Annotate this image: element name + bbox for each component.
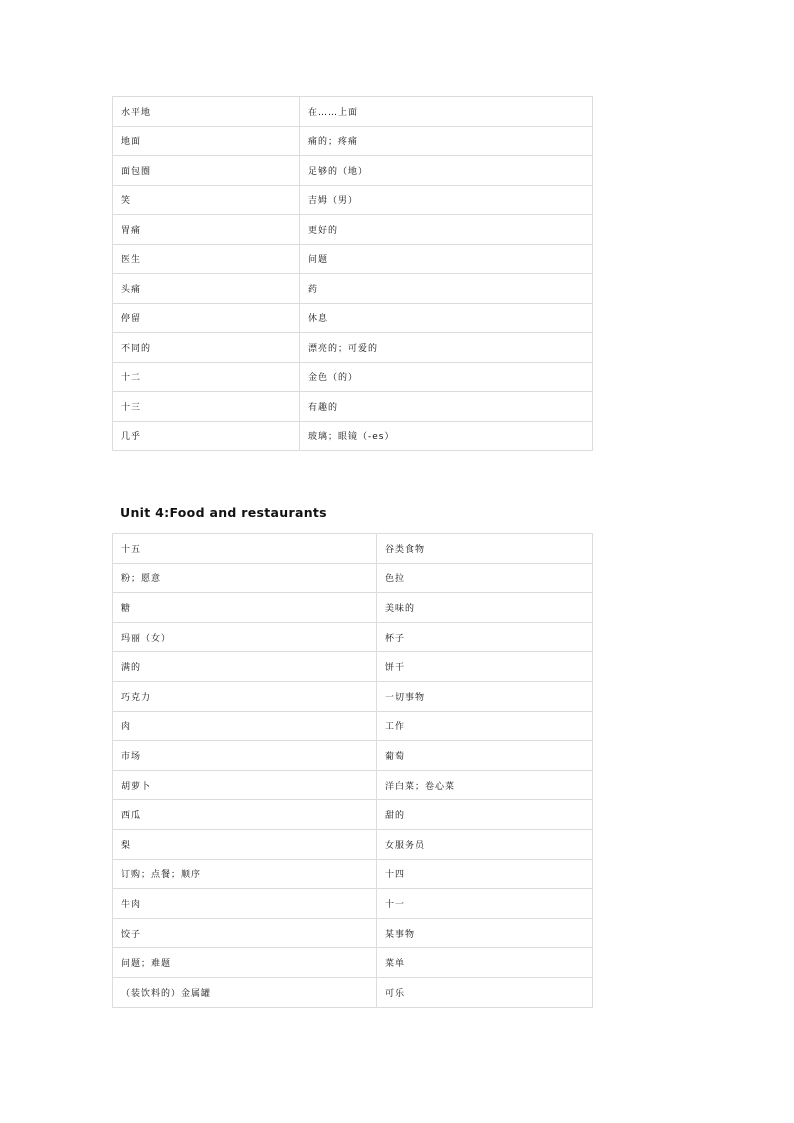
right-cell: 在……上面 [300,97,593,127]
table-row [113,593,593,623]
right-cell: 女服务员 [377,829,593,859]
right-cell: 十一 [377,889,593,919]
table-row [113,563,593,593]
table-row [113,711,593,741]
left-cell: 十二 [113,362,300,392]
table-row [113,770,593,800]
table-row [113,918,593,948]
right-cell: 谷类食物 [377,534,593,564]
left-cell: 胃痛 [113,215,300,245]
right-cell: 漂亮的；可爱的 [300,333,593,363]
table-row [113,97,593,127]
right-cell: 足够的（地） [300,156,593,186]
table-row [113,977,593,1007]
table-row [113,741,593,771]
right-cell: 可乐 [377,977,593,1007]
left-cell: （装饮料的）金属罐 [113,977,377,1007]
left-cell: 地面 [113,126,300,156]
table-row [113,948,593,978]
right-cell: 一切事物 [377,681,593,711]
left-cell: 胡萝卜 [113,770,377,800]
table-row [113,534,593,564]
table-row [113,681,593,711]
left-cell: 十五 [113,534,377,564]
left-cell: 面包圈 [113,156,300,186]
right-cell: 色拉 [377,563,593,593]
table-row [113,303,593,333]
right-cell: 有趣的 [300,392,593,422]
right-cell: 休息 [300,303,593,333]
left-cell: 停留 [113,303,300,333]
unit-4-heading: Unit 4:Food and restaurants [120,505,327,520]
left-cell: 粉；愿意 [113,563,377,593]
right-cell: 工作 [377,711,593,741]
right-cell: 某事物 [377,918,593,948]
left-cell: 玛丽（女） [113,622,377,652]
table-row [113,244,593,274]
right-cell: 美味的 [377,593,593,623]
table-row [113,215,593,245]
table-row [113,859,593,889]
left-cell: 糖 [113,593,377,623]
right-cell: 十四 [377,859,593,889]
left-cell: 西瓜 [113,800,377,830]
left-cell: 不同的 [113,333,300,363]
right-cell: 吉姆（男） [300,185,593,215]
left-cell: 订购；点餐；顺序 [113,859,377,889]
table-row [113,156,593,186]
right-cell: 杯子 [377,622,593,652]
table-row [113,652,593,682]
table-row [113,126,593,156]
left-cell: 梨 [113,829,377,859]
table-row [113,392,593,422]
left-cell: 饺子 [113,918,377,948]
left-cell: 满的 [113,652,377,682]
table-row [113,421,593,451]
right-cell: 葡萄 [377,741,593,771]
left-cell: 笑 [113,185,300,215]
left-cell: 水平地 [113,97,300,127]
right-cell: 菜单 [377,948,593,978]
table-row [113,274,593,304]
right-cell: 问题 [300,244,593,274]
vocabulary-table-unit-4 [112,533,593,1008]
right-cell: 玻璃；眼镜（-es） [300,421,593,451]
right-cell: 金色（的） [300,362,593,392]
table-row [113,800,593,830]
left-cell: 巧克力 [113,681,377,711]
left-cell: 问题；难题 [113,948,377,978]
table-row [113,185,593,215]
left-cell: 医生 [113,244,300,274]
right-cell: 药 [300,274,593,304]
right-cell: 甜的 [377,800,593,830]
table-row [113,829,593,859]
table-row [113,362,593,392]
right-cell: 饼干 [377,652,593,682]
table-row [113,622,593,652]
left-cell: 牛肉 [113,889,377,919]
left-cell: 肉 [113,711,377,741]
table-row [113,333,593,363]
left-cell: 几乎 [113,421,300,451]
left-cell: 十三 [113,392,300,422]
right-cell: 洋白菜；卷心菜 [377,770,593,800]
left-cell: 市场 [113,741,377,771]
left-cell: 头痛 [113,274,300,304]
vocabulary-table-1 [112,96,593,451]
right-cell: 更好的 [300,215,593,245]
table-row [113,889,593,919]
right-cell: 痛的；疼痛 [300,126,593,156]
